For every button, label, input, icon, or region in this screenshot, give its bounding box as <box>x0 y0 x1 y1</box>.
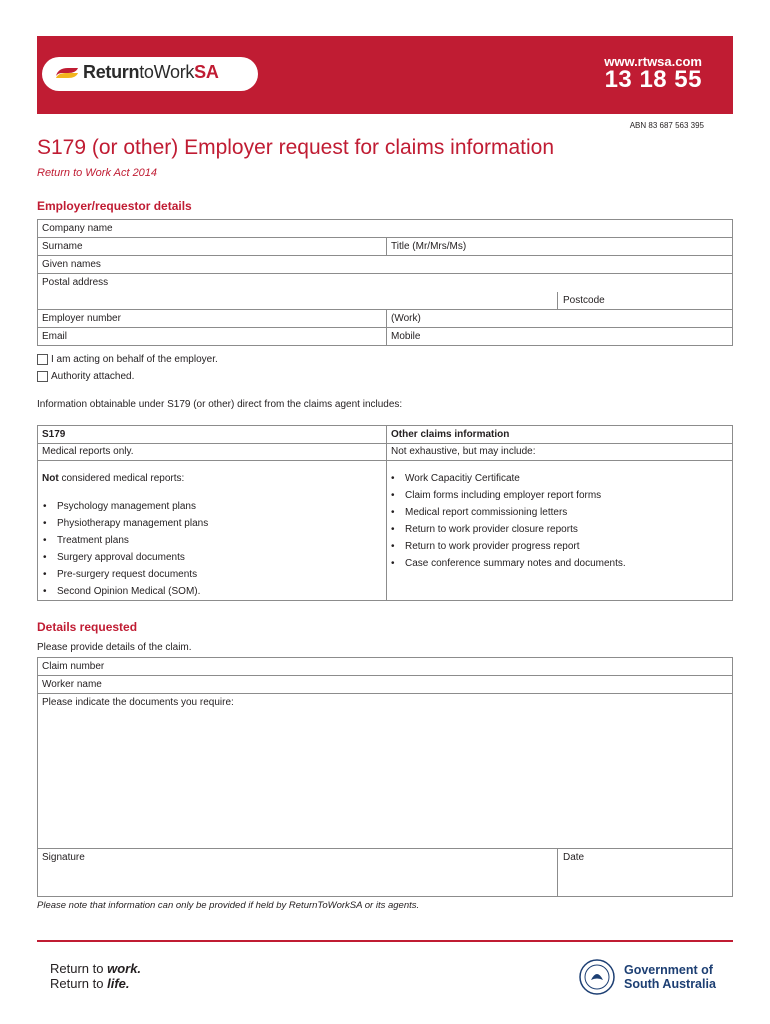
given-names-field[interactable] <box>38 256 732 274</box>
details-section-heading: Details requested <box>37 620 138 634</box>
company-name-field[interactable] <box>38 220 732 238</box>
documents-required-field[interactable] <box>38 694 732 849</box>
list-item: • Surgery approval documents <box>57 552 185 563</box>
email-label: Email <box>42 331 68 342</box>
footer-tagline: Return to work. Return to life. <box>50 961 142 991</box>
acting-on-behalf-option <box>37 354 218 365</box>
government-of-sa-logo: Government of South Australia <box>624 963 716 991</box>
work-phone-label: (Work) <box>391 313 421 324</box>
divider <box>557 292 558 309</box>
phone-number: 13 18 55 <box>604 66 702 93</box>
table-divider <box>386 426 387 600</box>
table-rule <box>38 443 732 444</box>
list-item: • Psychology management plans <box>57 501 196 512</box>
details-intro: Please provide details of the claim. <box>37 642 192 653</box>
signature-row <box>38 849 732 896</box>
checkbox-label: I am acting on behalf of the employer. <box>51 354 218 365</box>
given-names-label: Given names <box>42 259 101 270</box>
worker-name-label: Worker name <box>42 679 102 690</box>
government-seal-icon <box>578 958 616 996</box>
s179-heading: S179 <box>42 429 66 440</box>
company-name-label: Company name <box>42 223 113 234</box>
footer-rule <box>37 940 733 942</box>
claims-info-table <box>37 425 733 601</box>
postal-address-field[interactable] <box>38 274 732 292</box>
surname-row <box>38 238 732 256</box>
logo-wordmark: ReturntoWorkSA <box>83 62 219 82</box>
page-title: S179 (or other) Employer request for claims information <box>37 136 555 159</box>
list-item: • Return to work provider progress report <box>405 541 580 552</box>
divider <box>557 849 558 896</box>
info-intro: Information obtainable under S179 (or other) direct from the claims agent includes: <box>37 399 403 410</box>
claim-number-label: Claim number <box>42 661 105 672</box>
postcode-row <box>38 292 732 310</box>
signature-label: Signature <box>42 852 85 863</box>
divider <box>386 328 387 346</box>
list-item: • Physiotherapy management plans <box>57 518 208 529</box>
divider <box>386 310 387 327</box>
website-url: www.rtwsa.com <box>604 54 702 69</box>
postal-address-label: Postal address <box>42 277 109 288</box>
signature-field[interactable] <box>42 852 85 863</box>
email-row <box>38 328 732 346</box>
medical-reports-only: Medical reports only. <box>42 446 134 457</box>
surname-label: Surname <box>42 241 83 252</box>
authority-attached-checkbox[interactable] <box>37 371 48 382</box>
abn-number: ABN 83 687 563 395 <box>629 121 704 130</box>
employer-number-label: Employer number <box>42 313 121 324</box>
footnote: Please note that information can only be provided if held by ReturnToWorkSA or its agents. <box>37 900 420 911</box>
details-box <box>37 657 733 897</box>
not-exhaustive-note: Not exhaustive, but may include: <box>391 446 536 457</box>
claim-number-field[interactable] <box>38 658 732 676</box>
postcode-label: Postcode <box>563 295 605 306</box>
worker-name-field[interactable] <box>38 676 732 694</box>
employer-number-row <box>38 310 732 328</box>
list-item: • Second Opinion Medical (SOM). <box>57 586 200 597</box>
documents-label: Please indicate the documents you require: <box>42 697 234 708</box>
checkbox-label: Authority attached. <box>51 371 135 382</box>
list-item: • Treatment plans <box>57 535 129 546</box>
date-field[interactable]: Date <box>563 852 585 863</box>
not-considered-label: Not considered medical reports: <box>42 473 185 484</box>
employer-details-box <box>37 219 733 346</box>
title-label: Title (Mr/Mrs/Ms) <box>391 241 467 252</box>
mobile-label: Mobile <box>391 331 421 342</box>
list-item: • Claim forms including employer report forms <box>405 490 601 501</box>
list-item: • Work Capacitiy Certificate <box>405 473 520 484</box>
list-item: • Return to work provider closure reports <box>405 524 578 535</box>
other-claims-heading: Other claims information <box>391 429 510 440</box>
employer-section-heading: Employer/requestor details <box>37 199 192 213</box>
list-item: • Medical report commissioning letters <box>405 507 567 518</box>
divider <box>386 238 387 255</box>
logo-swoosh-icon <box>54 66 80 80</box>
page-subtitle: Return to Work Act 2014 <box>37 167 158 179</box>
table-rule <box>38 460 732 461</box>
acting-on-behalf-checkbox[interactable] <box>37 354 48 365</box>
list-item: • Case conference summary notes and documents. <box>405 558 626 569</box>
list-item: • Pre-surgery request documents <box>57 569 197 580</box>
authority-attached-option <box>37 371 134 382</box>
